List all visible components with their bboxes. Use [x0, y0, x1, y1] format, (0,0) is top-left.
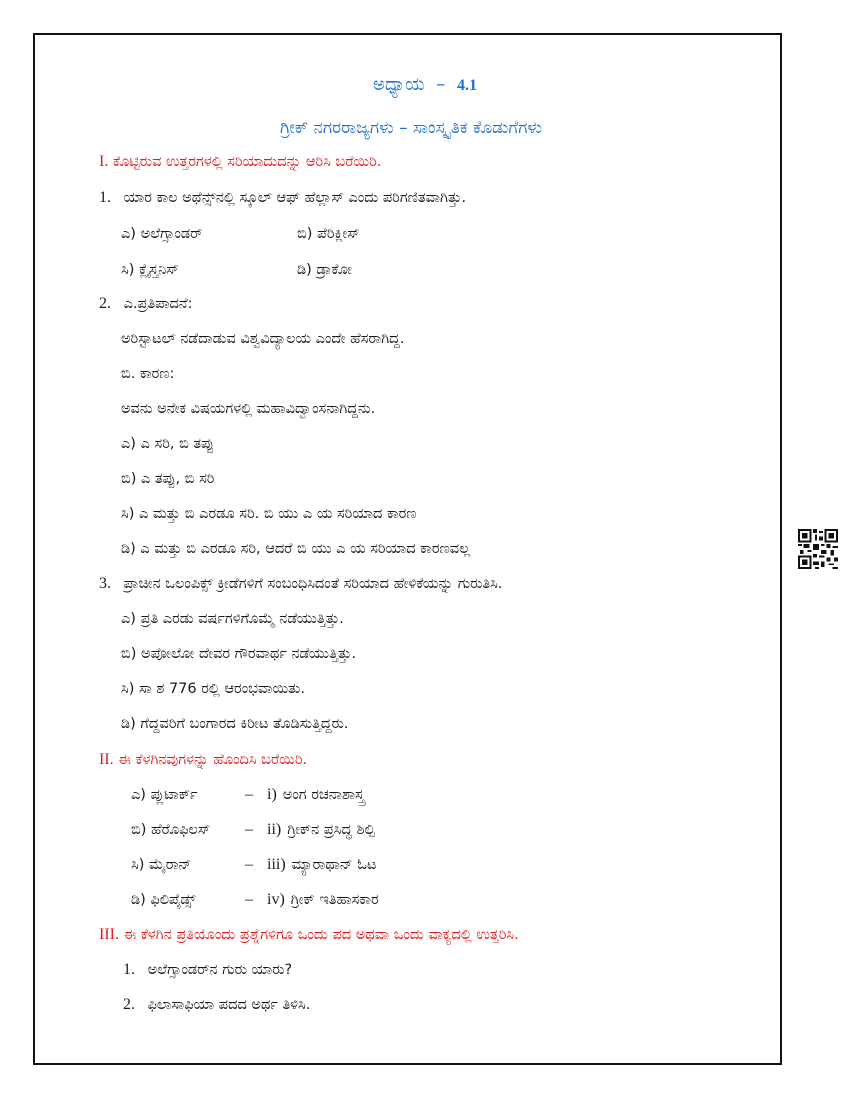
match-left: ಡಿ) ಫಿಲಿಪೈಡ್ಸ್ [131, 892, 196, 908]
q1-option-a: ಎ) ಅಲೆಗ್ಸಾಂಡರ್ [121, 226, 203, 242]
section3-heading-text: ಈ ಕೆಳಗಿನ ಪ್ರತಿಯೊಂದು ಪ್ರಶ್ನೆಗಳಿಗೂ ಒಂದು ಪದ ಅಥವಾ ಒಂದು ವಾಕ್ಯದಲ್ಲಿ ಉತ್ತರಿಸಿ. [123, 927, 519, 943]
s3-q1-number: 1. [123, 961, 135, 978]
q1-options-row2 [121, 260, 521, 280]
section1-numeral: I. [99, 153, 109, 170]
question-3 [99, 574, 502, 594]
s3-q1-text: ಅಲೆಗ್ಸಾಂಡರ್‌ನ ಗುರು ಯಾರು? [147, 962, 293, 978]
s3-q2-number: 2. [123, 996, 135, 1013]
q2-assertion: ಅರಿಸ್ಟಾಟಲ್ ನಡೆದಾಡುವ ವಿಶ್ವವಿದ್ಯಾಲಯ ಎಂದೇ ಹೆಸರಾಗಿದ್ದ. [121, 331, 405, 347]
section1-heading [99, 152, 381, 172]
question-2 [99, 294, 192, 314]
chapter-word: ಅಧ್ಯಾಯ [372, 74, 425, 95]
match-right: ಗ್ರೀಕ್ ಇತಿಹಾಸಕಾರ [290, 892, 379, 908]
match-row [131, 890, 379, 910]
section2-heading-text: ಈ ಕೆಳಗಿನವುಗಳನ್ನು ಹೊಂದಿಸಿ ಬರೆಯಿರಿ. [118, 752, 308, 768]
q3-text: ಪ್ರಾಚೀನ ಒಲಂಪಿಕ್ಸ್ ಕ್ರೀಡೆಗಳಿಗೆ ಸಂಬಂಧಿಸಿದಂತೆ ಸರಿಯಾದ ಹೇಳಿಕೆಯನ್ನು ಗುರುತಿಸಿ. [123, 576, 503, 592]
match-roman: iii) [267, 856, 286, 873]
chapter-dash: – [436, 74, 446, 95]
match-dash: – [245, 891, 253, 908]
q2-option-d: ಡಿ) ಎ ಮತ್ತು ಬಿ ಎರಡೂ ಸರಿ, ಆದರೆ ಬಿ ಯು ಎ ಯ ಸರಿಯಾದ ಕಾರಣವಲ್ಲ [121, 541, 471, 557]
section2-numeral: II. [99, 751, 114, 768]
question-1 [99, 188, 466, 208]
match-right: ಅಂಗ ರಚನಾಶಾಸ್ತ್ರ [282, 787, 365, 803]
section1-heading-text: ಕೊಟ್ಟಿರುವ ಉತ್ತರಗಳಲ್ಲಿ ಸರಿಯಾದುದನ್ನು ಆರಿಸಿ ಬರೆಯಿರಿ. [112, 154, 382, 170]
q1-option-d: ಡಿ) ಡ್ರಾಕೋ [297, 262, 352, 278]
q1-option-b: ಬಿ) ಪೆರಿಕ್ಲೀಸ್ [297, 226, 360, 242]
match-right: ಮ್ಯಾರಾಥಾನ್ ಓಟ [291, 857, 377, 873]
match-right: ಗ್ರೀಕ್‌ನ ಪ್ರಸಿದ್ಧ ಶಿಲ್ಪಿ [287, 822, 375, 838]
match-roman: i) [267, 786, 277, 803]
q3-option-c: ಸಿ) ಸಾ ಶ 776 ರಲ್ಲಿ ಆರಂಭವಾಯಿತು. [121, 681, 305, 697]
match-row [131, 855, 376, 875]
q3-number: 3. [99, 575, 111, 592]
section2-heading [99, 750, 307, 770]
match-left: ಸಿ) ಮೈರಾನ್ [131, 857, 192, 873]
match-roman: iv) [267, 891, 285, 908]
lesson-title: ಗ್ರೀಕ್ ನಗರರಾಜ್ಯಗಳು – ಸಾಂಸ್ಕೃತಿಕ ಕೊಡುಗೆಗಳು [280, 118, 543, 138]
section3-numeral: III. [99, 926, 119, 943]
q1-options-row1 [121, 224, 521, 244]
q2-number: 2. [99, 295, 111, 312]
section3-question-1 [123, 960, 292, 980]
qr-code-icon [798, 529, 838, 569]
q2-option-b: ಬಿ) ಎ ತಪ್ಪು, ಬಿ ಸರಿ [121, 471, 215, 487]
match-left: ಬಿ) ಹೆರೊಫಿಲಸ್ [131, 822, 211, 838]
match-left: ಎ) ಪ್ಲುಟಾರ್ಕ್ [131, 787, 198, 803]
q2-option-c: ಸಿ) ಎ ಮತ್ತು ಬಿ ಎರಡೂ ಸರಿ. ಬಿ ಯು ಎ ಯ ಸರಿಯಾದ ಕಾರಣ [121, 506, 417, 522]
match-dash: – [245, 821, 253, 838]
chapter-number: 4.1 [457, 77, 478, 94]
q2-reason: ಅವನು ಅನೇಕ ವಿಷಯಗಳಲ್ಲಿ ಮಹಾವಿದ್ವಾಂಸನಾಗಿದ್ದನು. [121, 401, 376, 417]
match-dash: – [245, 786, 253, 803]
s3-q2-text: ಫಿಲಾಸಾಫಿಯಾ ಪದದ ಅರ್ಥ ತಿಳಿಸಿ. [147, 997, 311, 1013]
match-row [131, 820, 375, 840]
q2-reason-label: ಬಿ. ಕಾರಣ: [121, 366, 175, 382]
q3-option-d: ಡಿ) ಗೆದ್ದವರಿಗೆ ಬಂಗಾರದ ಕಿರೀಟ ತೊಡಿಸುತ್ತಿದ್ದರು. [121, 716, 349, 732]
q1-number: 1. [99, 189, 111, 206]
q3-option-b: ಬಿ) ಅಪೋಲೋ ದೇವರ ಗೌರವಾರ್ಥ ನಡೆಯುತ್ತಿತ್ತು. [121, 646, 357, 662]
chapter-title [0, 73, 850, 98]
match-roman: ii) [267, 821, 282, 838]
q1-option-c: ಸಿ) ಕ್ಲೈಸ್ತನಿಸ್ [121, 262, 179, 278]
q2-assertion-label: ಎ.ಪ್ರತಿಪಾದನೆ: [123, 296, 193, 312]
q1-text: ಯಾರ ಕಾಲ ಅಥೆನ್ಸ್‌ನಲ್ಲಿ ಸ್ಕೂಲ್ ಆಫ್ ಹೆಲ್ಲಾಸ್ ಎಂದು ಪರಿಗಣಿತವಾಗಿತ್ತು. [123, 190, 467, 206]
match-dash: – [245, 856, 253, 873]
q2-option-a: ಎ) ಎ ಸರಿ, ಬಿ ತಪ್ಪು [121, 436, 215, 452]
section3-heading [99, 925, 519, 945]
q3-option-a: ಎ) ಪ್ರತಿ ಎರಡು ವರ್ಷಗಳಿಗೊಮ್ಮೆ ನಡೆಯುತ್ತಿತ್ತು. [121, 611, 344, 627]
match-row [131, 785, 364, 805]
section3-question-2 [123, 995, 310, 1015]
